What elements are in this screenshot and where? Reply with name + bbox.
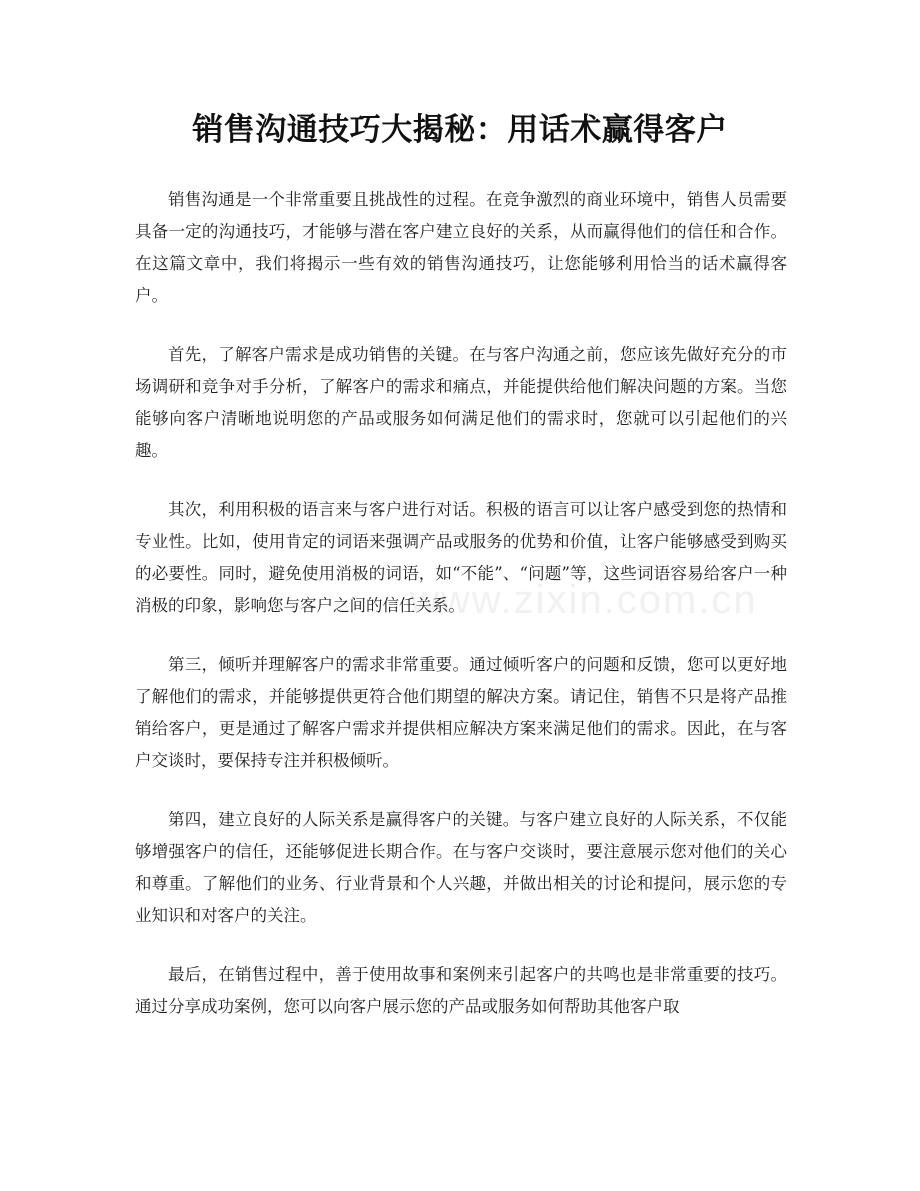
watermark: www.zixin.com.cn xyxy=(410,578,758,622)
paragraph-fourth: 第四，建立良好的人际关系是赢得客户的关键。与客户建立良好的人际关系，不仅能够增强客户的信任，还能够促进长期合作。在与客户交谈时，要注意展示您对他们的关心和尊重。了解他们的业务、行业背景和个人兴趣，并做出相关的讨论和提问，展示您的专业知识和对客户的关注。 xyxy=(135,810,787,925)
paragraph-second: 其次，利用积极的语言来与客户进行对话。积极的语言可以让客户感受到您的热情和专业性。比如，使用肯定的词语来强调产品或服务的优势和价值，让客户能够感受到购买的必要性。同时，避免使用消极的词语，如“不能”、“问题”等，这些词语容易给客户一种消极的印象，影响您与客户之间的信任关系。 xyxy=(135,500,787,615)
document-body xyxy=(135,184,787,1050)
paragraph-last: 最后，在销售过程中，善于使用故事和案例来引起客户的共鸣也是非常重要的技巧。通过分享成功案例，您可以向客户展示您的产品或服务如何帮助其他客户取 xyxy=(135,965,787,1016)
document-title: 销售沟通技巧大揭秘：用话术赢得客户 xyxy=(192,112,728,148)
paragraph-intro: 销售沟通是一个非常重要且挑战性的过程。在竞争激烈的商业环境中，销售人员需要具备一定的沟通技巧，才能够与潜在客户建立良好的关系，从而赢得他们的信任和合作。在这篇文章中，我们将揭示一些有效的销售沟通技巧，让您能够利用恰当的话术赢得客户。 xyxy=(135,190,787,305)
paragraph-first: 首先，了解客户需求是成功销售的关键。在与客户沟通之前，您应该先做好充分的市场调研和竞争对手分析，了解客户的需求和痛点，并能提供给他们解决问题的方案。当您能够向客户清晰地说明您的产品或服务如何满足他们的需求时，您就可以引起他们的兴趣。 xyxy=(135,345,787,460)
paragraph-third: 第三，倾听并理解客户的需求非常重要。通过倾听客户的问题和反馈，您可以更好地了解他们的需求，并能够提供更符合他们期望的解决方案。请记住，销售不只是将产品推销给客户，更是通过了解客户需求并提供相应解决方案来满足他们的需求。因此，在与客户交谈时，要保持专注并积极倾听。 xyxy=(135,655,787,770)
